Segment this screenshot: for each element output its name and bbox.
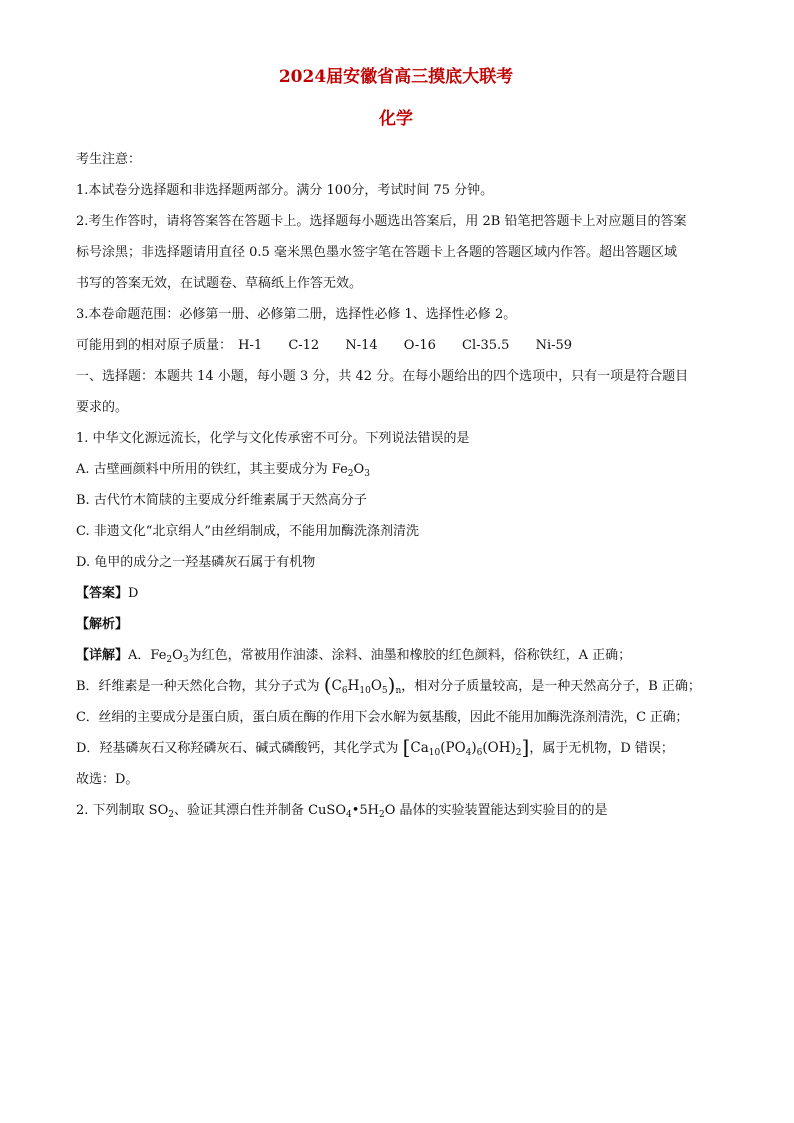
mass-ni: Ni-59 xyxy=(535,338,573,353)
question-1-option-d: D. 龟甲的成分之一羟基磷灰石属于有机物 xyxy=(76,555,316,570)
mass-h: H-1 xyxy=(238,338,263,353)
notice-item-2c: 书写的答案无效，在试题卷、草稿纸上作答无效。 xyxy=(76,276,363,291)
analysis-label: 【解析】 xyxy=(76,617,129,632)
notice-item-1: 1.本试卷分选择题和非选择题两部分。满分 100分，考试时间 75 分钟。 xyxy=(76,183,494,198)
question-1-stem: 1. 中华文化源远流长，化学与文化传承密不可分。下列说法错误的是 xyxy=(76,431,470,446)
detail-a: 【详解】A．$Fe_2O_3$为红色，常被用作油漆、涂料、油墨和橡胶的红色颜料，俗称铁红，A 正确； xyxy=(76,648,632,665)
detail-d: D．羟基磷灰石又称羟磷灰石、碱式磷酸钙，其化学式为 $[Ca_{10}(PO_4)_6(OH)_2]$，属于无机物，D 错误； xyxy=(76,735,674,759)
section-heading-a: 一、选择题：本题共 14 小题，每小题 3 分，共 42 分。在每小题给出的四个选项中，只有一项是符合题目 xyxy=(76,369,689,384)
exam-title: 2024届安徽省高三摸底大联考 xyxy=(278,67,514,87)
notice-item-3: 3.本卷命题范围：必修第一册、必修第二册，选择性必修 1、选择性必修 2。 xyxy=(76,307,517,322)
conclusion: 故选：D。 xyxy=(76,772,139,787)
notice-heading: 考生注意： xyxy=(76,152,142,167)
mass-c: C-12 xyxy=(288,338,320,353)
mass-cl: Cl-35.5 xyxy=(462,338,510,353)
atomic-masses xyxy=(76,330,716,361)
atomic-masses-label: 可能用到的相对原子质量： xyxy=(76,338,233,353)
notice-item-2a: 2.考生作答时，请将答案答在答题卡上。选择题每小题选出答案后，用 2B 铅笔把答题卡上对应题目的答案 xyxy=(76,214,687,229)
question-1-option-c: C. 非遗文化“北京绢人”由丝绢制成，不能用加酶洗涤剂清洗 xyxy=(76,524,420,539)
detail-b: B．纤维素是一种天然化合物，其分子式为 $(C_6H_{10}O_5)_n$，相对分子质量较高，是一种天然高分子，B 正确； xyxy=(76,673,701,697)
cellulose-formula: $(C_6H_{10}O_5)_n$ xyxy=(323,673,402,697)
question-1-option-a: A. 古壁画颜料中所用的铁红，其主要成分为 $Fe_2O_3$ xyxy=(76,462,370,479)
mass-o: O-16 xyxy=(403,338,436,353)
answer-label: 【答案】 xyxy=(76,586,129,601)
hydroxyapatite-formula: $[Ca_{10}(PO_4)_6(OH)_2]$ xyxy=(402,735,530,759)
detail-c: C．丝绢的主要成分是蛋白质，蛋白质在酶的作用下会水解为氨基酸，因此不能用加酶洗涤剂清洗，C 正确； xyxy=(76,710,689,725)
exam-subject: 化学 xyxy=(379,109,413,129)
mass-n: N-14 xyxy=(345,338,378,353)
section-heading-b: 要求的。 xyxy=(76,400,129,415)
answer-value: D xyxy=(128,586,139,601)
detail-label: 【详解】 xyxy=(76,648,129,663)
question-2-stem: 2. 下列制取 $SO_2$、验证其漂白性并制备 $CuSO_4•5H_2O$ 晶体的实验装置能达到实验目的的是 xyxy=(76,803,608,820)
answer-line xyxy=(76,578,716,609)
question-1-option-b: B. 古代竹木简牍的主要成分纤维素属于天然高分子 xyxy=(76,493,367,508)
notice-item-2b: 标号涂黑；非选择题请用直径 0.5 毫米黑色墨水签字笔在答题卡上各题的答题区域内作答。超出答题区域 xyxy=(76,245,677,260)
